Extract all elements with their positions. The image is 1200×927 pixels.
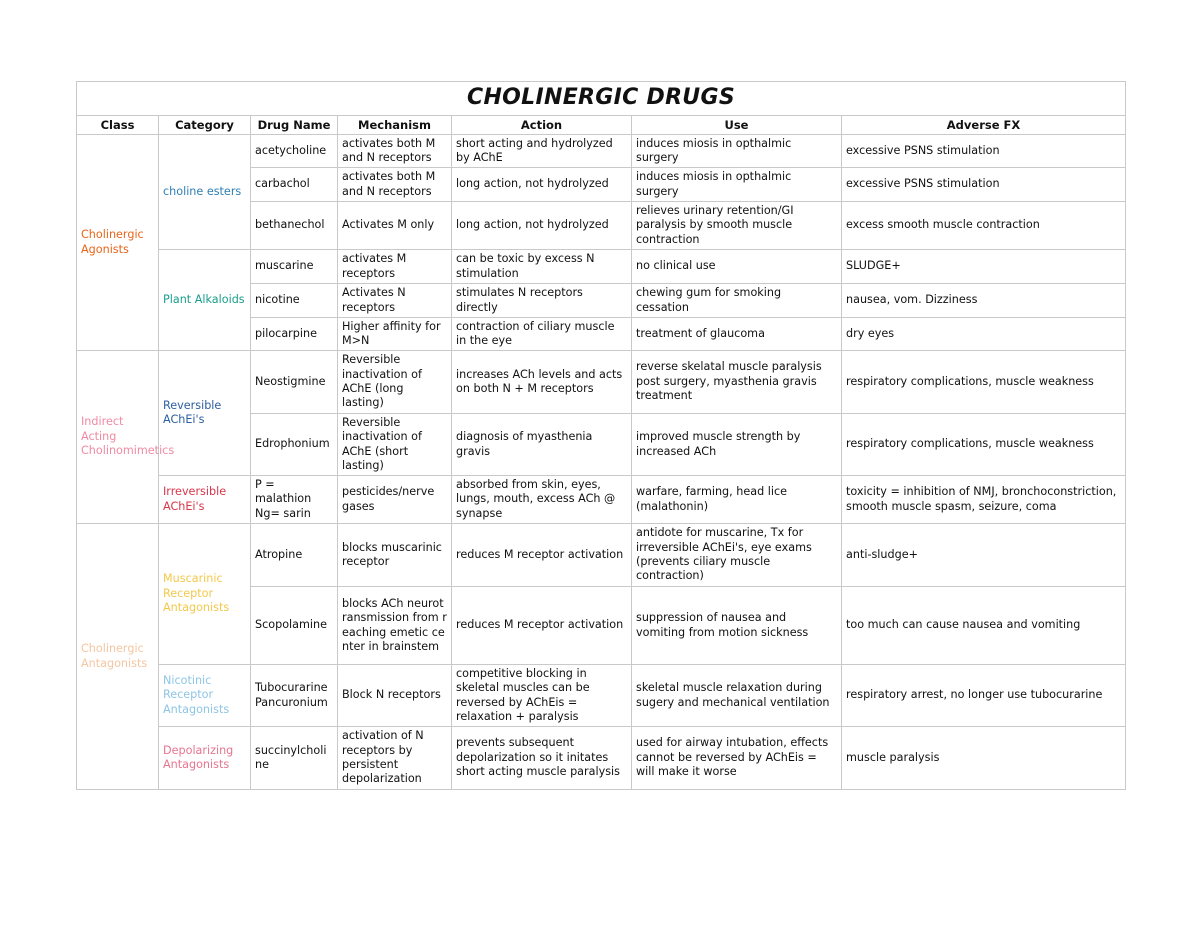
adverse-cell: toxicity = inhibition of NMJ, bronchoconstriction, smooth muscle spasm, seizure, coma bbox=[842, 476, 1126, 524]
action-cell: contraction of ciliary muscle in the eye bbox=[452, 318, 632, 351]
drug-name-cell: acetycholine bbox=[251, 135, 338, 168]
header-adverse-fx: Adverse FX bbox=[842, 116, 1126, 135]
table-row bbox=[77, 524, 1126, 587]
use-cell: warfare, farming, head lice (malathonin) bbox=[632, 476, 842, 524]
header-mechanism: Mechanism bbox=[338, 116, 452, 135]
table-row bbox=[77, 351, 1126, 414]
use-cell: treatment of glaucoma bbox=[632, 318, 842, 351]
adverse-cell: too much can cause nausea and vomiting bbox=[842, 587, 1126, 665]
table-row bbox=[77, 135, 1126, 168]
adverse-cell: muscle paralysis bbox=[842, 727, 1126, 790]
action-cell: short acting and hydrolyzed by AChE bbox=[452, 135, 632, 168]
mechanism-cell: Activates N receptors bbox=[338, 284, 452, 318]
header-category: Category bbox=[159, 116, 251, 135]
mechanism-cell: blocks muscarinic receptor bbox=[338, 524, 452, 587]
table-row bbox=[77, 665, 1126, 727]
drug-table bbox=[76, 81, 1126, 790]
table-row bbox=[77, 476, 1126, 524]
class-cell-antagonists: Cholinergic Antagonists bbox=[77, 524, 159, 790]
drug-name-cell: Edrophonium bbox=[251, 414, 338, 476]
table-row bbox=[77, 727, 1126, 790]
use-cell: induces miosis in opthalmic surgery bbox=[632, 168, 842, 202]
action-cell: long action, not hydrolyzed bbox=[452, 168, 632, 202]
mechanism-cell: activates both M and N receptors bbox=[338, 135, 452, 168]
drug-name-cell: Atropine bbox=[251, 524, 338, 587]
use-cell: antidote for muscarine, Tx for irreversible AChEi's, eye exams (prevents ciliary muscle contraction) bbox=[632, 524, 842, 587]
mechanism-cell: Reversible inactivation of AChE (short lasting) bbox=[338, 414, 452, 476]
spreadsheet bbox=[76, 81, 1125, 790]
action-cell: increases ACh levels and acts on both N + M receptors bbox=[452, 351, 632, 414]
use-cell: induces miosis in opthalmic surgery bbox=[632, 135, 842, 168]
use-cell: relieves urinary retention/GI paralysis by smooth muscle contraction bbox=[632, 202, 842, 250]
adverse-cell: SLUDGE+ bbox=[842, 250, 1126, 284]
adverse-cell: excess smooth muscle contraction bbox=[842, 202, 1126, 250]
category-cell-plant-alkaloids: Plant Alkaloids bbox=[159, 250, 251, 351]
category-cell-muscarinic: Muscarinic Receptor Antagonists bbox=[159, 524, 251, 665]
header-action: Action bbox=[452, 116, 632, 135]
adverse-cell: respiratory complications, muscle weakness bbox=[842, 414, 1126, 476]
adverse-cell: dry eyes bbox=[842, 318, 1126, 351]
adverse-cell: respiratory complications, muscle weakness bbox=[842, 351, 1126, 414]
action-cell: diagnosis of myasthenia gravis bbox=[452, 414, 632, 476]
mechanism-cell: Higher affinity for M>N bbox=[338, 318, 452, 351]
action-cell: reduces M receptor activation bbox=[452, 587, 632, 665]
category-cell-irreversible: Irreversible AChEi's bbox=[159, 476, 251, 524]
adverse-cell: nausea, vom. Dizziness bbox=[842, 284, 1126, 318]
adverse-cell: respiratory arrest, no longer use tubocurarine bbox=[842, 665, 1126, 727]
drug-name-cell: bethanechol bbox=[251, 202, 338, 250]
class-cell-agonists: Cholinergic Agonists bbox=[77, 135, 159, 351]
category-cell-choline-esters: choline esters bbox=[159, 135, 251, 250]
use-cell: no clinical use bbox=[632, 250, 842, 284]
action-cell: absorbed from skin, eyes, lungs, mouth, excess ACh @ synapse bbox=[452, 476, 632, 524]
header-class: Class bbox=[77, 116, 159, 135]
action-cell: competitive blocking in skeletal muscles can be reversed by AChEis = relaxation + paralysis bbox=[452, 665, 632, 727]
mechanism-cell: Activates M only bbox=[338, 202, 452, 250]
action-cell: can be toxic by excess N stimulation bbox=[452, 250, 632, 284]
drug-name-cell: Neostigmine bbox=[251, 351, 338, 414]
drug-name-cell: P = malathion Ng= sarin bbox=[251, 476, 338, 524]
drug-name-cell: Scopolamine bbox=[251, 587, 338, 665]
use-cell: used for airway intubation, effects cannot be reversed by AChEis = will make it worse bbox=[632, 727, 842, 790]
use-cell: chewing gum for smoking cessation bbox=[632, 284, 842, 318]
use-cell: reverse skelatal muscle paralysis post surgery, myasthenia gravis treatment bbox=[632, 351, 842, 414]
drug-name-cell: carbachol bbox=[251, 168, 338, 202]
category-cell-nicotinic: Nicotinic Receptor Antagonists bbox=[159, 665, 251, 727]
table-row bbox=[77, 250, 1126, 284]
title-row bbox=[77, 82, 1126, 116]
category-cell-depolarizing: Depolarizing Antagonists bbox=[159, 727, 251, 790]
mechanism-cell: Block N receptors bbox=[338, 665, 452, 727]
drug-name-cell: Tubocurarine Pancuronium bbox=[251, 665, 338, 727]
action-cell: reduces M receptor activation bbox=[452, 524, 632, 587]
category-cell-reversible: Reversible AChEi's bbox=[159, 351, 251, 476]
adverse-cell: excessive PSNS stimulation bbox=[842, 168, 1126, 202]
page-title: CHOLINERGIC DRUGS bbox=[77, 82, 1126, 116]
mechanism-cell: activation of N receptors by persistent depolarization bbox=[338, 727, 452, 790]
action-cell: long action, not hydrolyzed bbox=[452, 202, 632, 250]
mechanism-cell: pesticides/nerve gases bbox=[338, 476, 452, 524]
header-row bbox=[77, 116, 1126, 135]
mechanism-cell: activates both M and N receptors bbox=[338, 168, 452, 202]
drug-name-cell: pilocarpine bbox=[251, 318, 338, 351]
adverse-cell: excessive PSNS stimulation bbox=[842, 135, 1126, 168]
use-cell: improved muscle strength by increased ACh bbox=[632, 414, 842, 476]
mechanism-cell: Reversible inactivation of AChE (long lasting) bbox=[338, 351, 452, 414]
action-cell: stimulates N receptors directly bbox=[452, 284, 632, 318]
mechanism-cell: blocks ACh neurotransmission from reaching emetic center in brainstem bbox=[338, 587, 452, 665]
header-use: Use bbox=[632, 116, 842, 135]
use-cell: skeletal muscle relaxation during sugery and mechanical ventilation bbox=[632, 665, 842, 727]
adverse-cell: anti-sludge+ bbox=[842, 524, 1126, 587]
drug-name-cell: muscarine bbox=[251, 250, 338, 284]
mechanism-cell: activates M receptors bbox=[338, 250, 452, 284]
drug-name-cell: succinylcholine bbox=[251, 727, 338, 790]
use-cell: suppression of nausea and vomiting from motion sickness bbox=[632, 587, 842, 665]
action-cell: prevents subsequent depolarization so it initates short acting muscle paralysis bbox=[452, 727, 632, 790]
drug-name-cell: nicotine bbox=[251, 284, 338, 318]
header-drug-name: Drug Name bbox=[251, 116, 338, 135]
class-cell-indirect: Indirect Acting Cholinomimetics bbox=[77, 351, 159, 524]
